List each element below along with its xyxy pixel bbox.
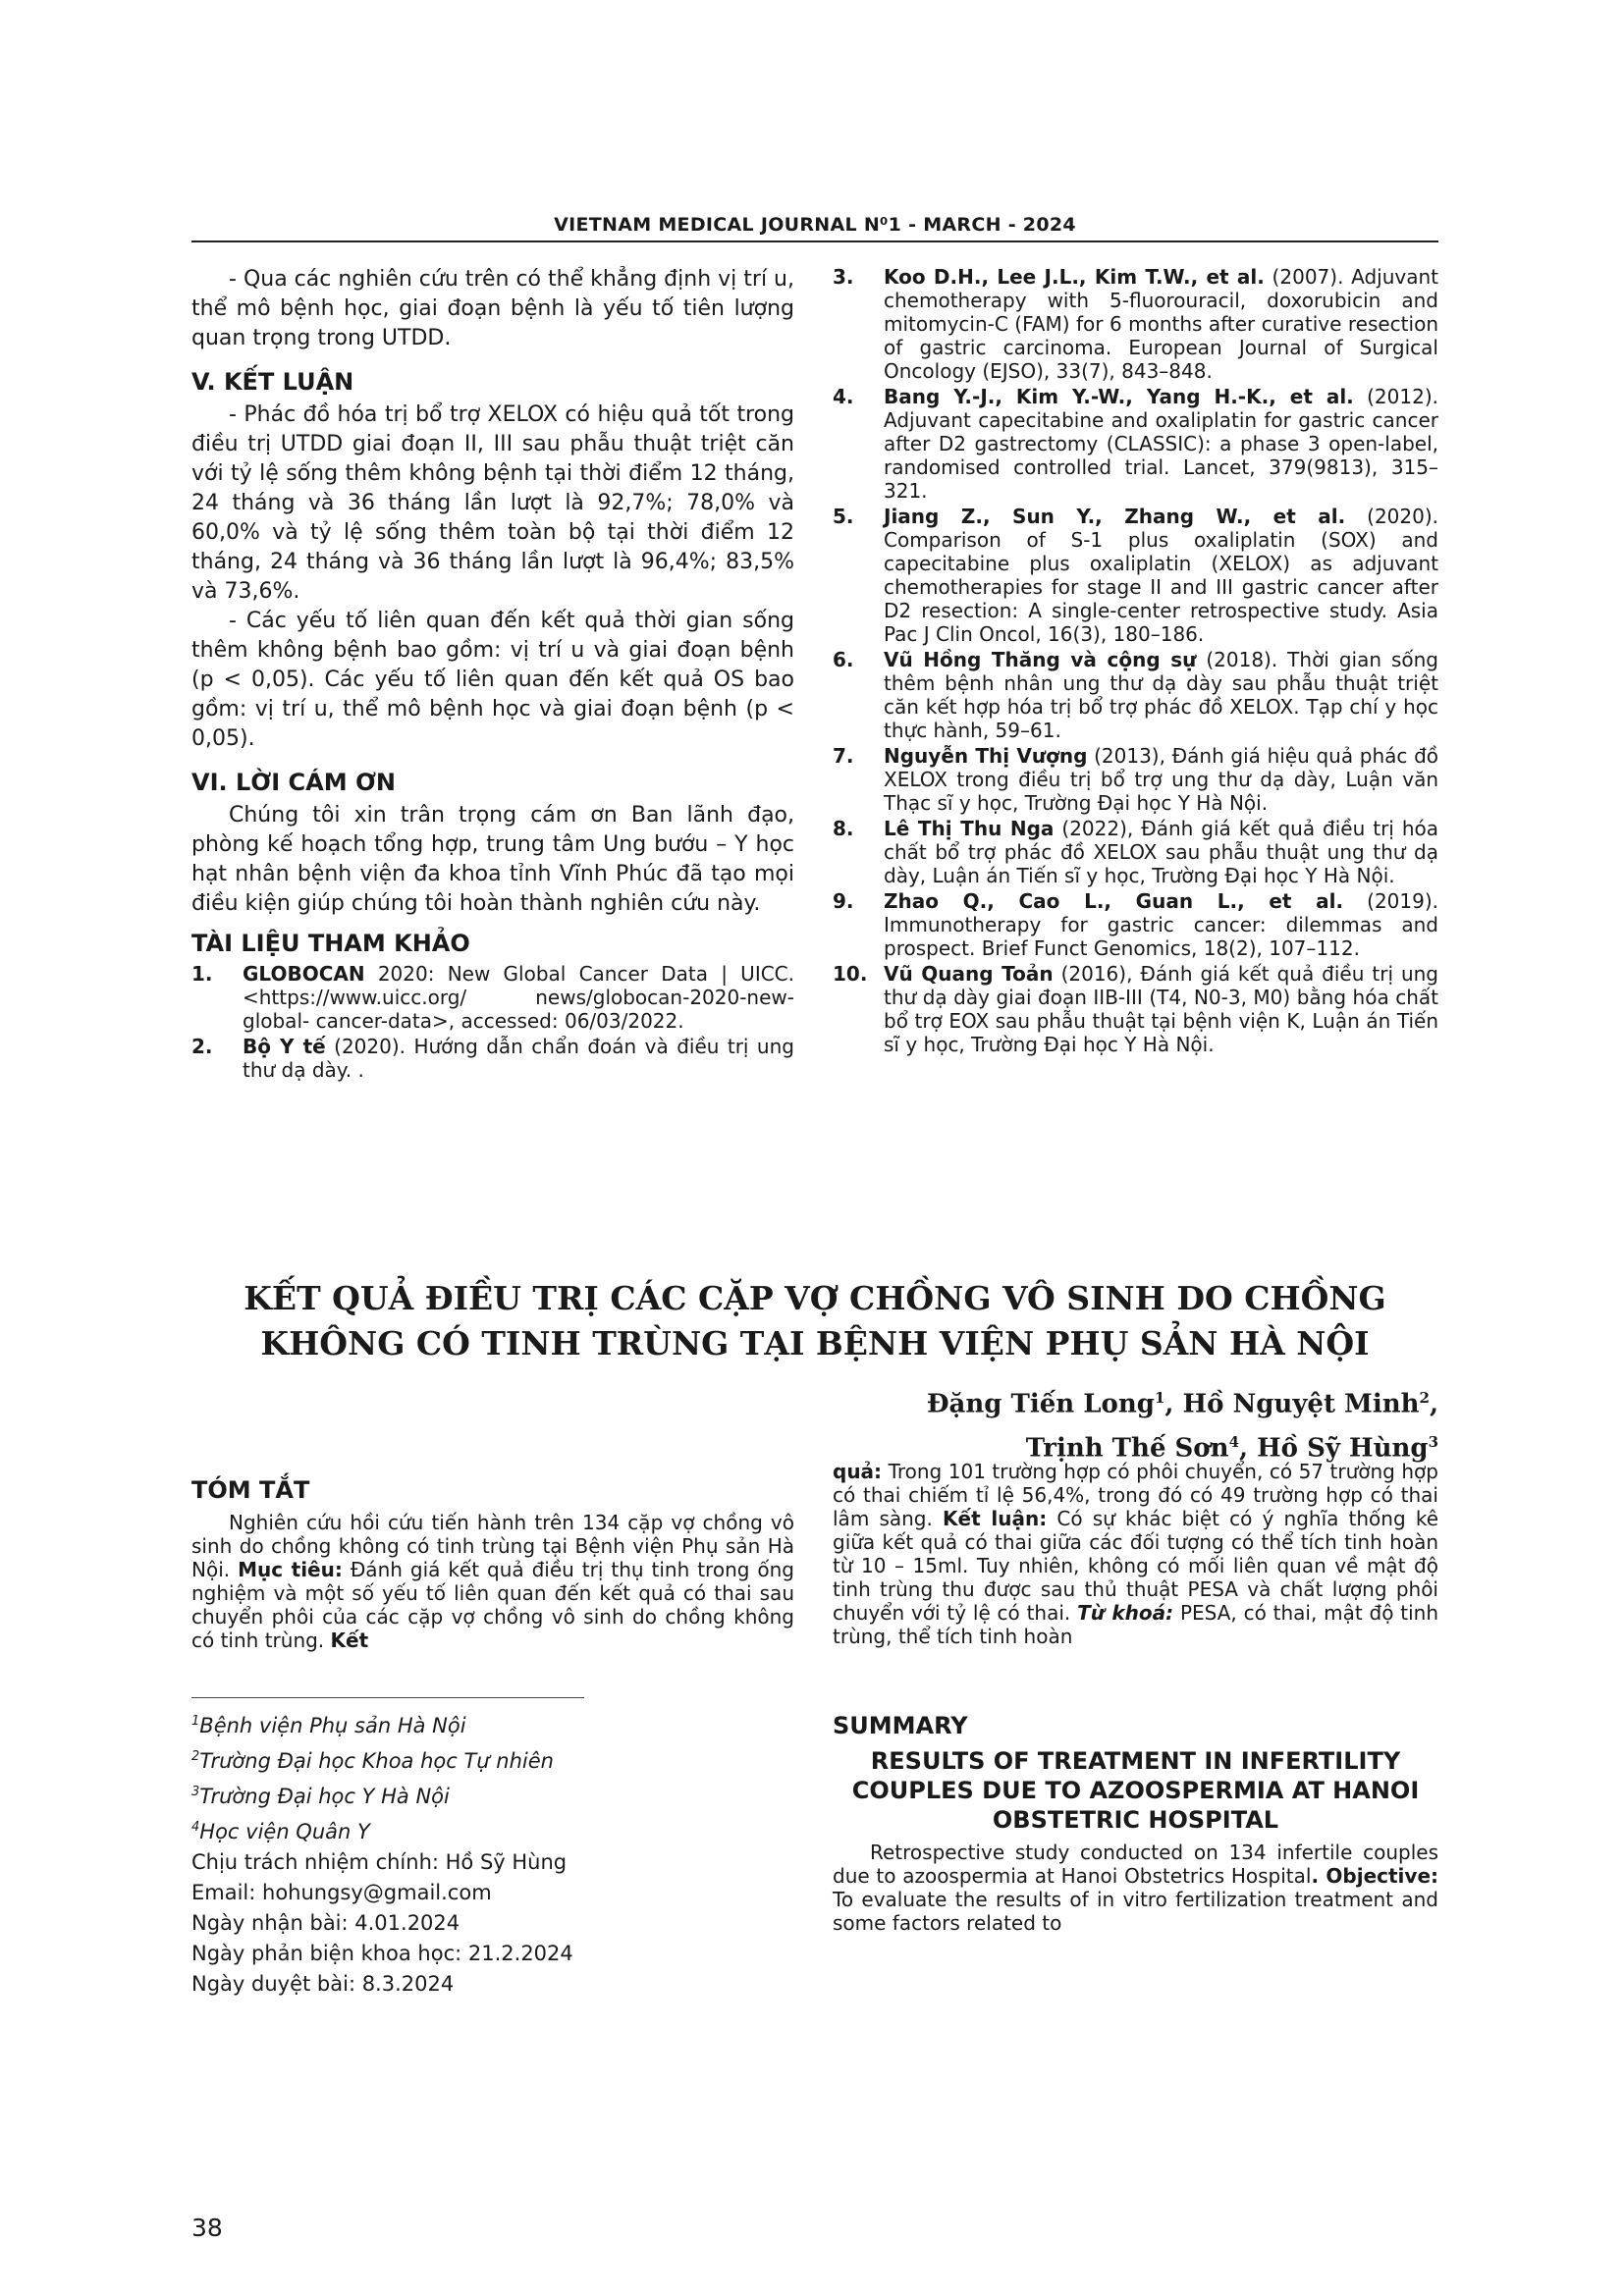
reference-text: (2018). Thời gian sống thêm bệnh nhân ung thư dạ dày sau phẫu thuật triệt căn kết hợp hóa trị bổ trợ phác đồ XELOX. Tạp chí y học thực hành, 59–61. [884,648,1438,742]
abstract-sentence: Trong 101 trường hợp có phôi chuyển, có 57 trường hợp có thai chiếm tỉ lệ 56,4%, trong đó có 49 trường hợp có thai lâm sàng. [833,1460,1438,1530]
reference-item [833,385,1438,503]
conclusion-paragraph-1: - Phác đồ hóa trị bổ trợ XELOX có hiệu quả tốt trong điều trị UTDD giai đoạn II, III sau phẫu thuật triệt căn với tỷ lệ sống thêm không bệnh tại thời điểm 12 tháng, 24 tháng và 36 tháng lần lượt là 92,7%; 78,0% và 60,0% và tỷ lệ sống thêm toàn bộ tại thời điểm 12 tháng, 24 tháng và 36 tháng lần lượt là 96,4%; 83,5% và 73,6%. [191,402,794,604]
affiliation-mark: 2 [191,1749,200,1764]
reference-item [833,889,1438,960]
reference-text: (2012). Adjuvant capecitabine and oxaliplatin for gastric cancer after D2 gastrectomy (CLASSIC): a phase 3 open-label, randomised controlled trial. Lancet, 379(9813), 315–321. [884,385,1438,503]
journal-header: VIETNAM MEDICAL JOURNAL N⁰1 - MARCH - 2024 [554,214,1076,236]
abstract-sentence: Nghiên cứu hồi cứu tiến hành trên 134 cặp vợ chồng vô sinh do chồng không có tinh trùng tại Bệnh viện Phụ sản Hà Nội. [191,1511,794,1581]
reference-item [191,1035,794,1082]
reference-item [833,817,1438,887]
affiliation-item [191,1706,794,1741]
affiliation-text: Trường Đại học Y Hà Nội [199,1785,450,1808]
abstract-text-left [191,1511,794,1652]
author-affiliation-mark: 2 [1419,1389,1430,1407]
affiliation-text: Bệnh viện Phụ sản Hà Nội [199,1714,466,1737]
article-title-line-1: KẾT QUẢ ĐIỀU TRỊ CÁC CẶP VỢ CHỒNG VÔ SINH DO CHỒNG [244,1279,1386,1317]
section-v-title: V. KẾT LUẬN [191,368,354,396]
author-affiliation-mark: 1 [1154,1389,1165,1407]
abstract-right [833,1460,1438,1648]
author-affiliation-mark: 3 [1428,1432,1438,1451]
abstract-title: TÓM TẮT [191,1476,310,1504]
reference-text: (2007). Adjuvant chemotherapy with 5-fluorouracil, doxorubicin and mitomycin-C (FAM) for 6 months after curative resection of gastric carcinoma. European Journal of Surgical Oncology (EJSO), 33(7), 843–848. [884,265,1438,383]
reference-text: (2013), Đánh giá hiệu quả phác đồ XELOX trong điều trị bổ trợ ung thư dạ dày, Luận văn Thạc sĩ y học, Trường Đại học Y Hà Nội. [884,744,1438,815]
reference-item [833,265,1438,383]
reference-text: (2020). Hướng dẫn chẩn đoán và điều trị ung thư dạ dày. . [243,1035,794,1082]
author-affiliation-mark: 4 [1228,1432,1239,1451]
abstract-label-conclusion: Kết luận: [943,1507,1048,1530]
reference-text: (2019). Immunotherapy for gastric cancer: dilemmas and prospect. Brief Funct Genomics, 18(2), 107–112. [884,889,1438,960]
affiliation-mark: 1 [191,1714,200,1729]
reference-authors: GLOBOCAN [243,962,365,986]
reference-text: (2016), Đánh giá kết quả điều trị ung thư dạ dày giai đoạn IIB-III (T4, N0-3, M0) bằng hóa chất bổ trợ EOX sau phẫu thuật tại bệnh viện K, Luận án Tiến sĩ y học, Trường Đại học Y Hà Nội. [884,962,1438,1056]
reference-authors: Bang Y.-J., Kim Y.-W., Yang H.-K., et al. [884,385,1354,408]
author-name: Đặng Tiến Long [926,1389,1155,1419]
summary-period: . [1311,1864,1320,1888]
page-number: 38 [191,2214,223,2242]
reference-item [833,648,1438,742]
reference-item [833,962,1438,1056]
reference-item [833,505,1438,646]
references-title: TÀI LIỆU THAM KHẢO [191,930,470,957]
summary-sentence: Retrospective study conducted on 134 infertile couples due to azoospermia at Hanoi Obstetrics Hospital [833,1841,1438,1888]
reference-text: (2022), Đánh giá kết quả điều trị hóa chất bổ trợ phác đồ XELOX sau phẫu thuật ung thư dạ dày, Luận án Tiến sĩ y học, Trường Đại học Y Hà Nội. [884,817,1439,887]
abstract-sentence: Đánh giá kết quả điều trị thụ tinh trong ống nghiệm và một số yếu tố liên quan đến kết quả có thai sau chuyển phôi của các cặp vợ chồng vô sinh do chồng không có tinh trùng. [191,1558,795,1652]
date-approved: Ngày duyệt bài: 8.3.2024 [191,1972,455,1996]
section-vi-title: VI. LỜI CÁM ƠN [191,769,396,796]
author-separator: , [1164,1389,1183,1419]
reference-text: 2020: New Global Cancer Data | UICC. <https://www.uicc.org/ news/globocan-2020-new-global- cancer-data>, accessed: 06/03/2022. [243,962,794,1033]
affiliation-item [191,1777,794,1812]
author-list [844,1379,1438,1467]
summary-text [833,1841,1438,1935]
reference-number: 3. [833,265,854,289]
reference-number: 1. [191,962,213,986]
abstract-left [191,1475,794,1652]
abstract-sentence: Có sự khác biệt có ý nghĩa thống kê giữa kết quả có thai giữa các đối tượng có thể tích tinh hoàn từ 10 – 15ml. Tuy nhiên, không có mối liên quan về mật độ tinh trùng thu được sau thủ thuật PESA và chất lượng phôi chuyển với tỷ lệ có thai. [833,1507,1438,1625]
reference-item [191,962,794,1033]
abstract-label-results-cont: quả: [833,1460,883,1483]
reference-list-left [191,962,794,1082]
reference-number: 9. [833,889,854,913]
summary-title: SUMMARY [833,1712,968,1739]
reference-authors: Vũ Hồng Thăng và cộng sự [884,648,1197,671]
date-reviewed: Ngày phản biện khoa học: 21.2.2024 [191,1942,573,1965]
reference-authors: Vũ Quang Toản [884,962,1054,986]
reference-number: 2. [191,1035,213,1058]
reference-authors: Zhao Q., Cao L., Guan L., et al. [884,889,1344,913]
reference-authors: Bộ Y tế [243,1035,326,1058]
affiliation-mark: 4 [191,1820,200,1835]
keywords-label: Từ khoá: [1077,1601,1174,1625]
left-column [191,265,794,1084]
reference-number: 5. [833,505,854,528]
thanks-paragraph: Chúng tôi xin trân trọng cám ơn Ban lãnh đạo, phòng kế hoạch tổng hợp, trung tâm Ung bướu – Y học hạt nhân bệnh viện đa khoa tỉnh Vĩnh Phúc đã tạo mọi điều kiện giúp chúng tôi hoàn thành nghiên cứu này. [191,803,794,916]
affiliation-item [191,1812,794,1847]
author-line-1 [844,1379,1438,1423]
reference-number: 10. [833,962,868,986]
reference-number: 6. [833,648,854,671]
affiliation-mark: 3 [191,1785,200,1799]
affiliation-text: Trường Đại học Khoa học Tự nhiên [199,1749,554,1773]
summary-section [833,1711,1438,1935]
intro-paragraph: - Qua các nghiên cứu trên có thể khẳng định vị trí u, thể mô bệnh học, giai đoạn bệnh là yếu tố tiên lượng quan trọng trong UTDD. [191,267,794,350]
abstract-label-results: Kết [330,1629,369,1652]
author-name: Trịnh Thế Sơn [1025,1433,1229,1464]
summary-english-title: RESULTS OF TREATMENT IN INFERTILITY COUPLES DUE TO AZOOSPERMIA AT HANOI OBSTETRIC HOSPITAL [851,1747,1420,1834]
date-received: Ngày nhận bài: 4.01.2024 [191,1911,460,1935]
footnote-rule [191,1697,584,1698]
summary-label-objective: Objective: [1319,1864,1439,1888]
reference-authors: Koo D.H., Lee J.L., Kim T.W., et al. [884,265,1265,289]
header-rule [191,240,1438,242]
reference-authors: Jiang Z., Sun Y., Zhang W., et al. [884,505,1346,528]
reference-authors: Lê Thị Thu Nga [884,817,1055,840]
contact-email: Email: hohungsy@gmail.com [191,1881,492,1904]
abstract-label-objective: Mục tiêu: [238,1558,343,1581]
reference-text: (2020). Comparison of S-1 plus oxaliplatin (SOX) and capecitabine plus oxaliplatin (XELOX) as adjuvant chemotherapies for stage II and III gastric cancer after D2 resection: A single-center retrospective study. Asia Pac J Clin Oncol, 16(3), 180–186. [884,505,1438,646]
abstract-text-right [833,1460,1438,1648]
right-column [833,265,1438,1058]
author-name: Hồ Nguyệt Minh [1182,1389,1420,1419]
article-title [191,1276,1438,1366]
reference-authors: Nguyễn Thị Vượng [884,744,1088,768]
summary-sentence: To evaluate the results of in vitro fertilization treatment and some factors related to [833,1888,1438,1935]
reference-number: 4. [833,385,854,408]
keywords-text: PESA, có thai, mật độ tinh trùng, thể tích tinh hoàn [833,1601,1438,1648]
affiliation-item [191,1741,794,1777]
reference-list-right [833,265,1438,1056]
author-name: Hồ Sỹ Hùng [1257,1433,1429,1464]
responsible-author: Chịu trách nhiệm chính: Hồ Sỹ Hùng [191,1850,568,1874]
reference-number: 7. [833,744,854,768]
reference-item [833,744,1438,815]
reference-number: 8. [833,817,854,840]
article-title-line-2: KHÔNG CÓ TINH TRÙNG TẠI BỆNH VIỆN PHỤ SẢN HÀ NỘI [260,1324,1370,1362]
conclusion-paragraph-2: - Các yếu tố liên quan đến kết quả thời gian sống thêm không bệnh bao gồm: vị trí u và giai đoạn bệnh (p < 0,05). Các yếu tố liên quan đến kết quả OS bao gồm: vị trí u, thể mô bệnh học và giai đoạn bệnh (p < 0,05). [191,609,794,751]
footnotes [191,1706,794,2000]
affiliation-text: Học viện Quân Y [199,1820,370,1843]
author-separator: , [1239,1433,1258,1464]
author-separator: , [1429,1389,1438,1419]
